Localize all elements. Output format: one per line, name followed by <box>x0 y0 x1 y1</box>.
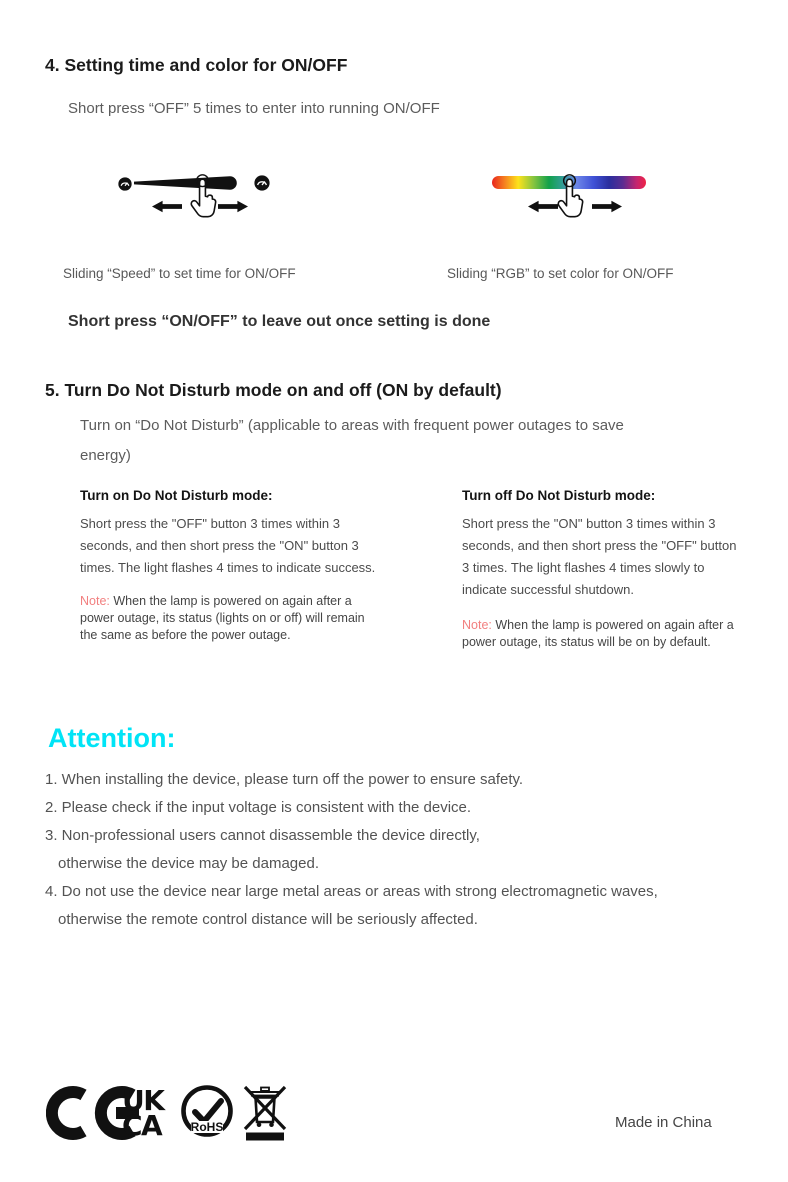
speedometer-fast-icon <box>254 175 270 191</box>
section4-intro: Short press “OFF” 5 times to enter into running ON/OFF <box>68 100 440 117</box>
attention-item: 1. When installing the device, please turn off the power to ensure safety. <box>45 771 524 788</box>
arrow-left-icon <box>528 200 558 213</box>
attention-heading: Attention: <box>48 723 176 753</box>
section5-heading: 5. Turn Do Not Disturb mode on and off (ON by default) <box>45 380 502 400</box>
arrow-right-icon <box>218 200 248 213</box>
section5-intro-line2: energy) <box>80 447 131 464</box>
note-label: Note: <box>462 618 492 632</box>
dnd-off-body: Short press the "ON" button 3 times within 3 seconds, and then short press the "OFF" button 3 times. The light flashes 4 times slowly to indicate successful shutdown. <box>462 516 737 597</box>
section4-done-line: Short press “ON/OFF” to leave out once setting is done <box>68 313 491 330</box>
note-text: When the lamp is powered on again after a power outage, its status (lights on or off) will remain the same as before the power outage. <box>80 594 365 642</box>
attention-item: 4. Do not use the device near large metal areas or areas with strong electromagnetic waves, otherwise the remote control distance will be seriously affected. <box>45 883 658 928</box>
section4-heading: 4. Setting time and color for ON/OFF <box>45 55 348 75</box>
svg-text:RoHS: RoHS <box>190 1120 224 1134</box>
note-text: When the lamp is powered on again after a power outage, its status will be on by default. <box>462 618 734 649</box>
section5-intro <box>80 411 720 471</box>
ukca-mark-icon: UK CA <box>122 1084 164 1142</box>
attention-list <box>45 766 755 934</box>
section5-intro-line1: Turn on “Do Not Disturb” (applicable to areas with frequent power outages to save <box>80 417 624 434</box>
attention-item: 2. Please check if the input voltage is consistent with the device. <box>45 799 472 816</box>
dnd-on-column <box>80 488 382 643</box>
speed-slider-caption: Sliding “Speed” to set time for ON/OFF <box>63 266 296 281</box>
arrow-left-icon <box>152 200 182 213</box>
dnd-off-heading: Turn off Do Not Disturb mode: <box>462 488 656 503</box>
rgb-slider-caption: Sliding “RGB” to set color for ON/OFF <box>447 266 674 281</box>
rohs-icon <box>180 1082 234 1140</box>
attention-item: 3. Non-professional users cannot disassemble the device directly, otherwise the device may be damaged. <box>45 827 480 872</box>
made-in-china-label: Made in China <box>615 1114 712 1131</box>
dnd-on-note <box>80 593 382 643</box>
note-label: Note: <box>80 594 110 608</box>
speed-slider-figure <box>116 170 286 232</box>
weee-bin-icon <box>242 1080 288 1142</box>
arrow-right-icon <box>592 200 622 213</box>
hand-pointer-icon <box>188 170 220 226</box>
rgb-slider-figure <box>492 170 662 232</box>
speedometer-slow-icon <box>118 177 132 191</box>
dnd-on-heading: Turn on Do Not Disturb mode: <box>80 488 273 503</box>
dnd-off-column <box>462 488 747 651</box>
dnd-off-note <box>462 617 747 651</box>
hand-pointer-icon <box>555 170 587 226</box>
dnd-on-body: Short press the "OFF" button 3 times within 3 seconds, and then short press the "ON" button 3 times. The light flashes 4 times to indicate success. <box>80 516 376 575</box>
